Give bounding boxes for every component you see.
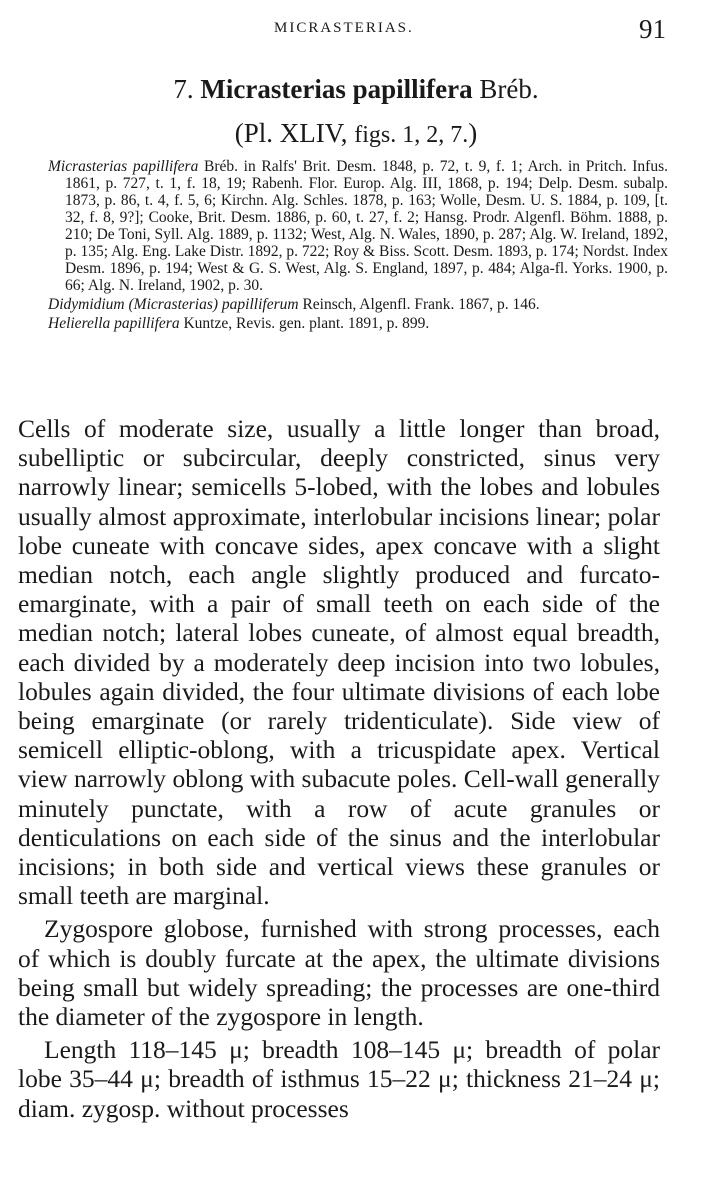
synonymy-entry [48,158,668,294]
synonymy-entry [48,296,668,313]
synonym-name: Didymidium (Micrasterias) papilliferum [48,296,299,313]
species-name: Micrasterias papillifera [200,74,473,104]
synonym-name: Micrasterias papillifera [48,158,199,175]
species-number: 7. [173,74,194,104]
running-title: MICRASTERIAS. [274,20,414,36]
plate-reference [0,116,712,152]
species-heading [0,72,712,106]
plate-reference-open: (Pl. XLIV, [234,118,355,148]
plate-figures: figs. 1, 2, 7. [354,122,469,148]
species-author: Bréb. [479,74,539,104]
running-head [16,14,666,58]
plate-reference-close: ) [468,118,478,148]
species-description [18,414,660,1127]
synonym-citations: Kuntze, Revis. gen. plant. 1891, p. 899. [179,315,430,332]
synonym-citations: Reinsch, Algenfl. Frank. 1867, p. 146. [298,296,540,313]
synonym-name: Helierella papillifera [48,315,180,332]
zygospore-paragraph: Zygospore globose, furnished with strong processes, each of which is doubly furcate at the apex, the ultimate divisions being small but widely spreading; the processes are one-third the diameter of the zygospore in length. [18,914,660,1032]
description-paragraph: Cells of moderate size, usually a little longer than broad, subelliptic or subcircular, deeply constricted, sinus very narrowly linear; semicells 5-lobed, with the lobes and lobules usually almost approximate, interlobular incisions linear; polar lobe cuneate with concave sides, apex concave with a slight median notch, each angle slightly produced and furcato-emarginate, with a pair of small teeth on each side of the median notch; lateral lobes cuneate, of almost equal breadth, each divided by a moderately deep incision into two lobules, lobules again divided, the four ultimate divisions of each lobe being emarginate (or rarely tridenticulate). Side view of semicell elliptic-oblong, with a tricuspidate apex. Vertical view narrowly oblong with subacute poles. Cell-wall generally minutely punctate, with a row of acute granules or denticulations on each side of the sinus and the interlobular incisions; in both side and vertical views these granules or small teeth are marginal. [18,414,660,911]
synonymy-list [48,158,668,334]
page-number: 91 [639,14,666,44]
synonym-citations: Bréb. in Ralfs' Brit. Desm. 1848, p. 72, t. 9, f. 1; Arch. in Pritch. Infus. 1861, p. 727, t. 1, f. 18, 19; Rabenh. Flor. Europ. Alg. III, 1868, p. 194; Delp. Desm. subalp. 1873, p. 86, t. 4, f. 5, 6; Kirchn. Alg. Schles. 1878, p. 163; Wolle, Desm. U. S. 1884, p. 109, [t. 32, f. 8, 9?]; Cooke, Brit. Desm. 1886, p. 60, t. 27, f. 2; Hansg. Prodr. Algenfl. Böhm. 1888, p. 210; De Toni, Syll. Alg. 1889, p. 1132; West, Alg. N. Wales, 1890, p. 287; Alg. W. Ireland, 1892, p. 135; Alg. Eng. Lake Distr. 1892, p. 722; Roy & Biss. Scott. Desm. 1893, p. 174; Nordst. Index Desm. 1896, p. 194; West & G. S. West, Alg. S. England, 1897, p. 484; Alga-fl. Yorks. 1900, p. 66; Alg. N. Ireland, 1902, p. 30. [65,158,668,294]
measurements-paragraph: Length 118–145 μ; breadth 108–145 μ; breadth of polar lobe 35–44 μ; breadth of isthmus 15–22 μ; thickness 21–24 μ; diam. zygosp. without processes [18,1035,660,1123]
synonymy-entry [48,315,668,332]
